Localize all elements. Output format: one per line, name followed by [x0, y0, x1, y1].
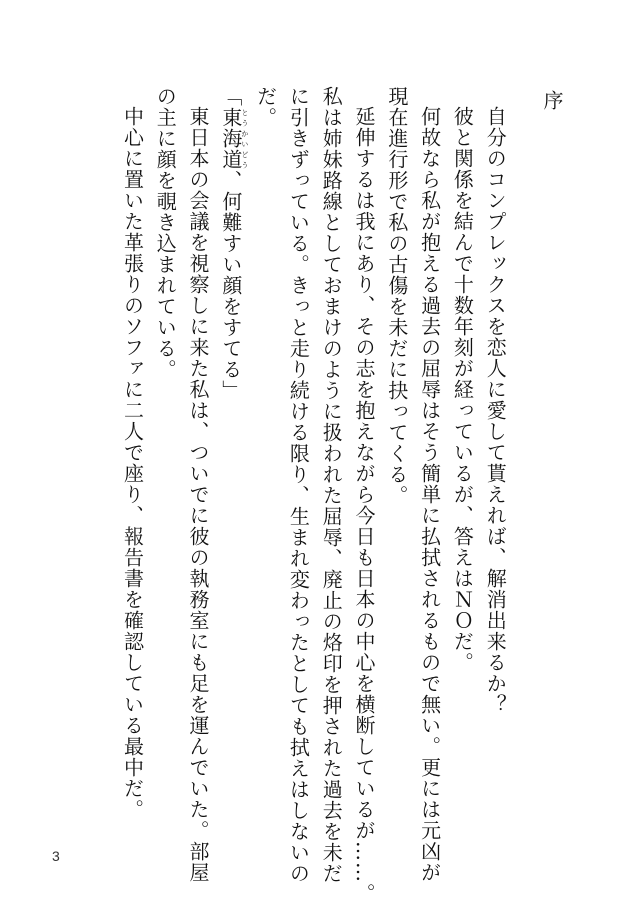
text-line: に引きずっている。きっと走り続ける限り、生まれ変わったとしても拭えはしないの: [286, 86, 311, 884]
ruby-reading: とうかいどう: [240, 107, 249, 170]
text-line: 現在進行形で私の古傷を未だに抉ってくる。: [384, 86, 409, 506]
text-line: 彼と関係を結んで十数年刻が経っているが、答えはＮＯだ。: [450, 106, 475, 673]
text-line: 中心に置いた革張りのソファに二人で座り、報告書を確認している最中だ。: [120, 106, 145, 820]
text-line: 東日本の会議を視察しに来た私は、ついでに彼の執務室にも足を運んでいた。部屋: [186, 106, 211, 883]
ruby-base: 東海道: [218, 107, 243, 170]
vertical-text-body: [116, 86, 568, 904]
text-line: 私は姉妹路線としておまけのように扱われた屈辱、廃止の烙印を押された過去を未だ: [319, 86, 344, 884]
dialogue-line: [214, 86, 249, 806]
dialogue-rest: 、何難すい顔をすてる」: [218, 170, 243, 401]
text-line: だ。: [253, 86, 278, 128]
text-line: 自分のコンプレックスを恋人に愛して貰えれば、解消出来るか？: [483, 106, 508, 715]
text-line: の主に顔を覗き込まれている。: [153, 86, 178, 380]
page-number: 3: [52, 848, 60, 864]
chapter-title: 序: [540, 90, 564, 111]
dialogue-open-quote: 「: [218, 86, 243, 107]
text-line: 延伸するは我にあり、その志を抱えながら今日も日本の中心を横断しているが……。: [352, 106, 377, 904]
text-line: 何故なら私が抱える過去の屈辱はそう簡単に払拭されるもので無い。更には元凶が: [417, 106, 442, 883]
ruby-word: [218, 107, 249, 170]
